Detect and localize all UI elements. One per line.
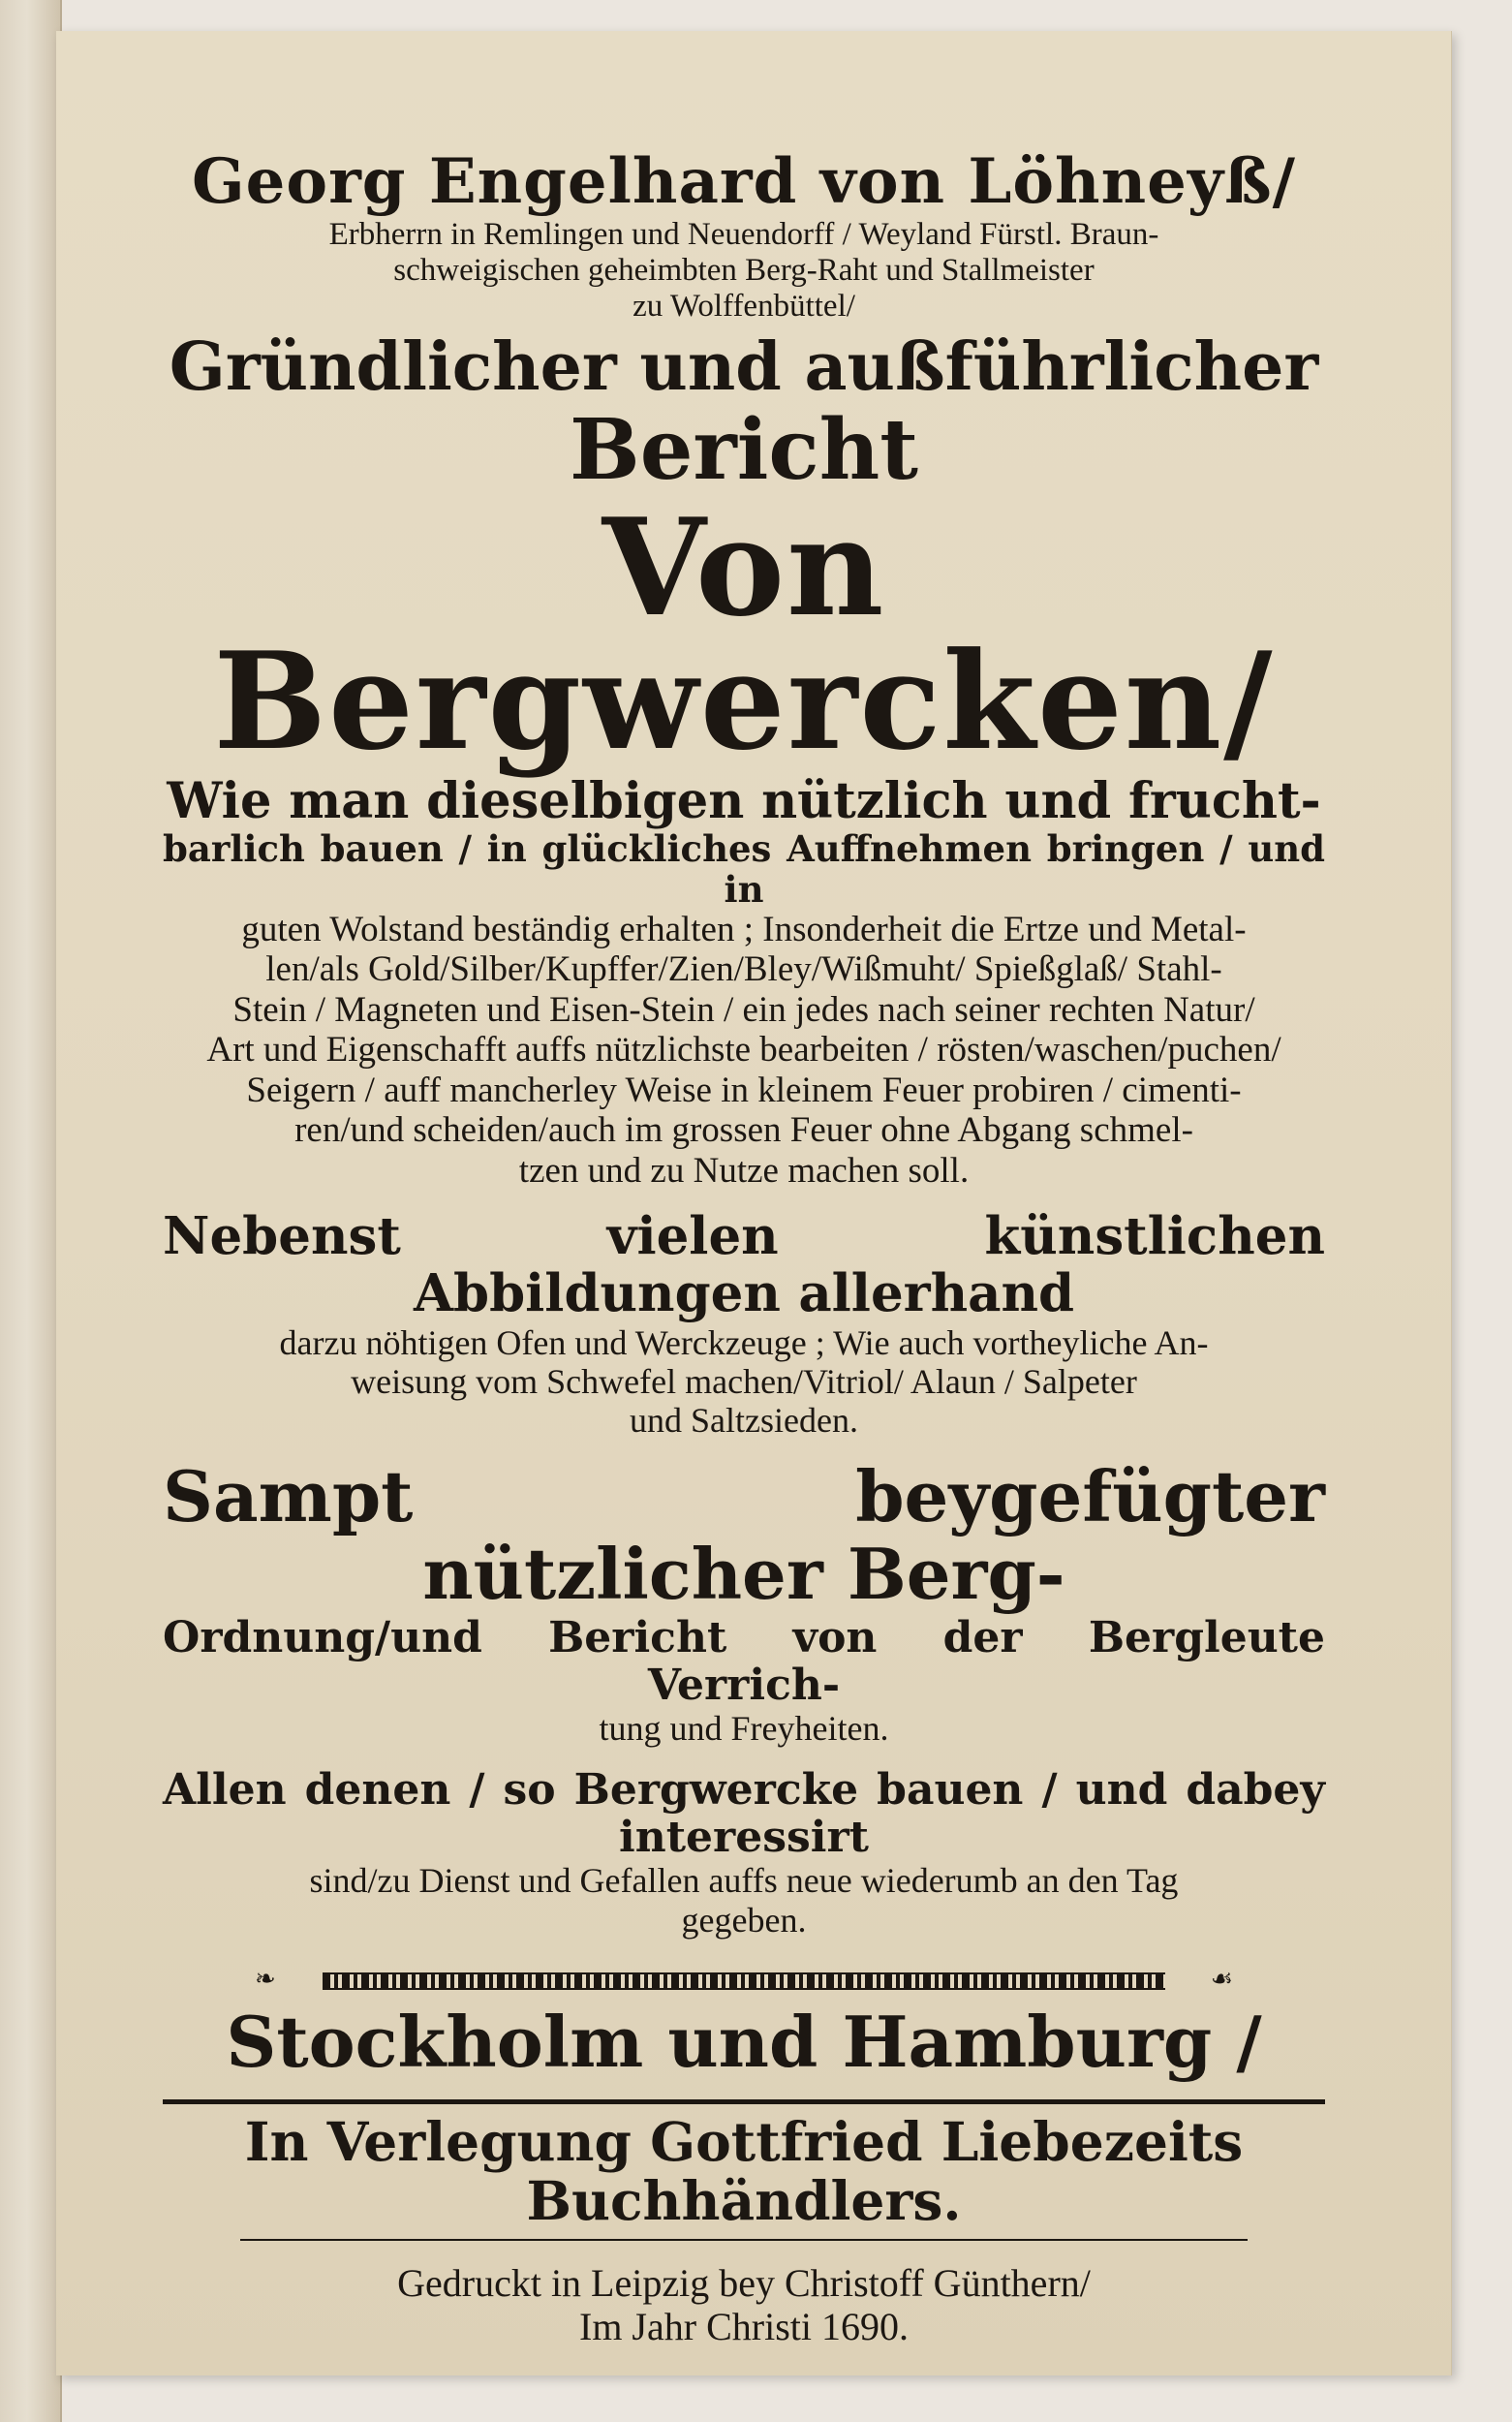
ornament-right-icon: ☙: [1210, 1964, 1233, 1994]
author-title-line: zu Wolffenbüttel/: [633, 288, 855, 324]
description-line: Stein / Magneten und Eisen-Stein / ein jedes nach seiner rechten Natur/: [232, 989, 1255, 1030]
allen-line: Allen denen / so Bergwercke bauen / und dabey interessirt: [163, 1764, 1325, 1863]
allen-line: gegeben.: [681, 1900, 807, 1940]
description-line: guten Wolstand beständig erhalten ; Insonderheit die Ertze und Metal-: [241, 909, 1247, 949]
nebenst-line: darzu nöhtigen Ofen und Werckzeuge ; Wie auch vortheyliche An-: [279, 1322, 1209, 1362]
title-line-2: Bericht: [570, 400, 918, 499]
description-large-line: Wie man dieselbigen nützlich und frucht-: [167, 772, 1321, 830]
author-title-line: Erbherrn in Remlingen und Neuendorff / Weyland Fürstl. Braun-: [328, 216, 1159, 252]
description-line: Seigern / auff mancherley Weise in kleinem Feuer probiren / cimenti-: [246, 1070, 1242, 1110]
ornament-left-icon: ❧: [255, 1964, 276, 1994]
ornamental-rule: [255, 1965, 1233, 1994]
main-title: Von Bergwercken/: [213, 488, 1275, 780]
title-page: [56, 31, 1452, 2375]
nebenst-line: weisung vom Schwefel machen/Vitriol/ Alaun / Salpeter: [351, 1362, 1137, 1402]
author-name: Georg Engelhard von Löhneyß/: [192, 145, 1296, 218]
allen-line: sind/zu Dienst und Gefallen auffs neue wiederumb an den Tag: [309, 1861, 1179, 1901]
ornament-bar: [323, 1972, 1165, 1990]
description-line: Art und Eigenschafft auffs nützlichste bearbeiten / rösten/waschen/puchen/: [206, 1030, 1281, 1071]
description-line: ren/und scheiden/auch im grossen Feuer ohne Abgang schmel-: [294, 1110, 1193, 1151]
thin-rule: [240, 2239, 1248, 2241]
nebenst-line: und Saltzsieden.: [630, 1401, 858, 1441]
publisher-line: In Verlegung Gottfried Liebezeits Buchhändlers.: [244, 2109, 1244, 2233]
left-page-edge: [0, 0, 62, 2422]
description-line: len/als Gold/Silber/Kupffer/Zien/Bley/Wißmuht/ Spießglaß/ Stahl-: [265, 949, 1222, 990]
title-line-1: Gründlicher und außführlicher: [169, 327, 1319, 406]
description-line: tzen und zu Nutze machen soll.: [518, 1150, 970, 1191]
imprint-line: Gedruckt in Leipzig bey Christoff Günthern/: [397, 2260, 1091, 2305]
imprint-line: Im Jahr Christi 1690.: [579, 2304, 909, 2348]
sampt-line: tung und Freyheiten.: [599, 1709, 889, 1749]
heavy-rule: [163, 2099, 1325, 2104]
sampt-line: Ordnung/und Bericht von der Bergleute Verrich-: [163, 1612, 1325, 1711]
title-page-text: [163, 147, 1325, 2348]
nebenst-heading: Nebenst vielen künstlichen Abbildungen allerhand: [163, 1206, 1325, 1324]
author-title-line: schweigischen geheimbten Berg-Raht und Stallmeister: [393, 252, 1095, 288]
sampt-heading: Sampt beygefügter nützlicher Berg-: [163, 1454, 1325, 1616]
publication-place: Stockholm und Hamburg /: [226, 2000, 1262, 2083]
description-large-line: barlich bauen / in glückliches Auffnehmen bringen / und in: [163, 827, 1325, 911]
